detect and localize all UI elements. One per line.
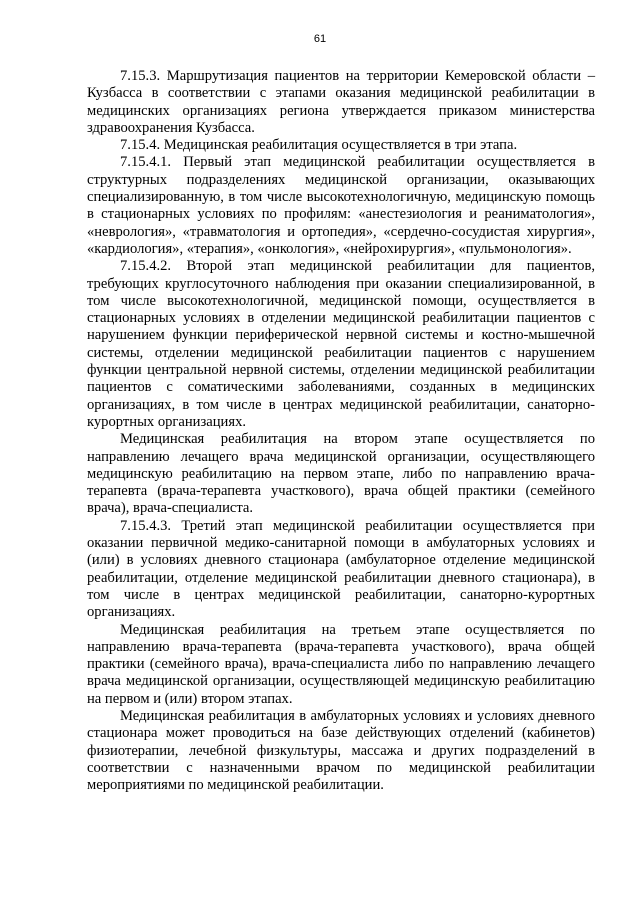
paragraph-second-stage-referral: Медицинская реабилитация на втором этапе осуществляется по направлению лечащего врача медицинской организации, осуществляющего медицинскую реабилитацию на первом этапе, либо по направлению врача-терапевта (врача-терапевта участкового), врача общей практики (семейного врача), врача-специалиста. bbox=[87, 431, 595, 517]
paragraph-outpatient-basis: Медицинская реабилитация в амбулаторных условиях и условиях дневного стационара может проводиться на базе действующих отделений (кабинетов) физиотерапии, лечебной физкультуры, массажа и других подразделений в соответствии с назначенными врачом по медицинской реабилитации мероприятиями по медицинской реабилитации. bbox=[87, 707, 595, 794]
paragraph-7-15-4: 7.15.4. Медицинская реабилитация осуществляется в три этапа. bbox=[120, 137, 518, 154]
paragraph-7-15-4-3: 7.15.4.3. Третий этап медицинской реабилитации осуществляется при оказании первичной медико-санитарной помощи в амбулаторных условиях и (или) в условиях дневного стационара (амбулаторное отделение медицинской реабилитации, отделение медицинской реабилитации дневного стационара), в том числе в центрах медицинской реабилитации, санаторно-курортных организациях. bbox=[87, 517, 595, 621]
paragraph-7-15-3: 7.15.3. Маршрутизация пациентов на территории Кемеровской области – Кузбасса в соответствии с этапами оказания медицинской реабилитации в медицинских организациях региона утверждается приказом министерства здравоохранения Кузбасса. bbox=[87, 68, 595, 136]
page-number: 61 bbox=[313, 33, 327, 45]
paragraph-7-15-4-1: 7.15.4.1. Первый этап медицинской реабилитации осуществляется в структурных подразделениях медицинской организации, оказывающих специализированную, в том числе высокотехнологичную, медицинскую помощь в стационарных условиях по профилям: «анестезиология и реаниматология», «неврология», «травматология и ортопедия», «сердечно-сосудистая хирургия», «кардиология», «терапия», «онкология», «нейрохирургия», «пульмонология». bbox=[87, 154, 595, 257]
paragraph-7-15-4-2: 7.15.4.2. Второй этап медицинской реабилитации для пациентов, требующих круглосуточного наблюдения при оказании специализированной, в том числе высокотехнологичной, медицинской помощи, осуществляется в стационарных условиях в отделении медицинской реабилитации пациентов с нарушением функции периферической нервной системы и костно-мышечной системы, отделении медицинской реабилитации пациентов с нарушением функции центральной нервной системы, отделении медицинской реабилитации пациентов с соматическими заболеваниями, созданных в медицинских организациях, в том числе в центрах медицинской реабилитации, санаторно-курортных организациях. bbox=[87, 258, 595, 430]
document-body bbox=[87, 68, 595, 794]
paragraph-third-stage-referral: Медицинская реабилитация на третьем этапе осуществляется по направлению врача-терапевта (врача-терапевта участкового), врача общей практики (семейного врача), врача-специалиста либо по направлению лечащего врача медицинской организации, осуществляющей медицинскую реабилитацию на первом и (или) втором этапах. bbox=[87, 621, 595, 707]
